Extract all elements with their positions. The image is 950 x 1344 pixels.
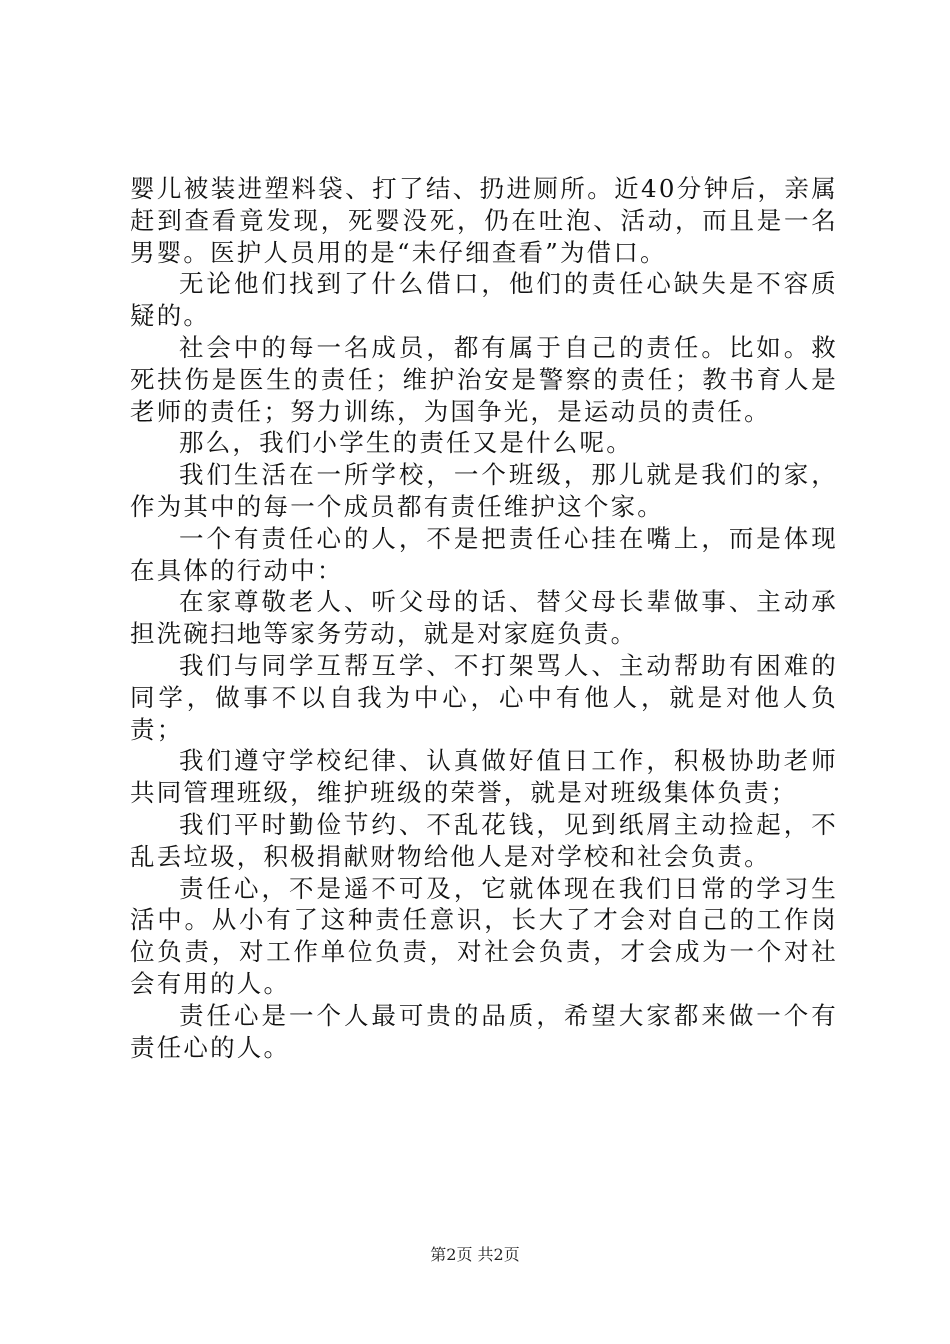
paragraph-4: 那么，我们小学生的责任又是什么呢。 (179, 428, 633, 458)
paragraph-11: 责任心，不是遥不可及，它就体现在我们日常的学习生活中。从小有了这种责任意识，长大了才会对自己的工作岗位负责，对工作单位负责，对社会负责，才会成为一个对社会有用的人。 (130, 873, 838, 998)
page-footer: 第2页 共2页 (430, 1245, 520, 1264)
paragraph-6: 一个有责任心的人，不是把责任心挂在嘴上，而是体现在具体的行动中： (130, 523, 838, 585)
paragraph-8: 我们与同学互帮互学、不打架骂人、主动帮助有困难的同学，做事不以自我为中心，心中有他人，就是对他人负责； (130, 650, 838, 744)
paragraph-9: 我们遵守学校纪律、认真做好值日工作，积极协助老师共同管理班级，维护班级的荣誉，就是对班级集体负责； (130, 746, 838, 808)
paragraph-10: 我们平时勤俭节约、不乱花钱，见到纸屑主动捡起，不乱丢垃圾，积极捐献财物给他人是对学校和社会负责。 (130, 809, 838, 871)
paragraph-12: 责任心是一个人最可贵的品质，希望大家都来做一个有责任心的人。 (130, 1000, 838, 1062)
document-body (130, 173, 838, 1063)
paragraph-2: 无论他们找到了什么借口，他们的责任心缺失是不容质疑的。 (130, 269, 838, 331)
paragraph-5: 我们生活在一所学校，一个班级，那儿就是我们的家，作为其中的每一个成员都有责任维护这个家。 (130, 460, 838, 521)
paragraph-7: 在家尊敬老人、听父母的话、替父母长辈做事、主动承担洗碗扫地等家务劳动，就是对家庭负责。 (130, 587, 838, 649)
paragraph-3: 社会中的每一名成员，都有属于自己的责任。比如。救死扶伤是医生的责任；维护治安是警察的责任；教书育人是老师的责任；努力训练，为国争光，是运动员的责任。 (130, 332, 838, 426)
paragraph-1: 婴儿被装进塑料袋、打了结、扔进厕所。近40分钟后，亲属赶到查看竟发现，死婴没死，仍在吐泡、活动，而且是一名男婴。医护人员用的是“未仔细查看”为借口。 (130, 174, 838, 267)
